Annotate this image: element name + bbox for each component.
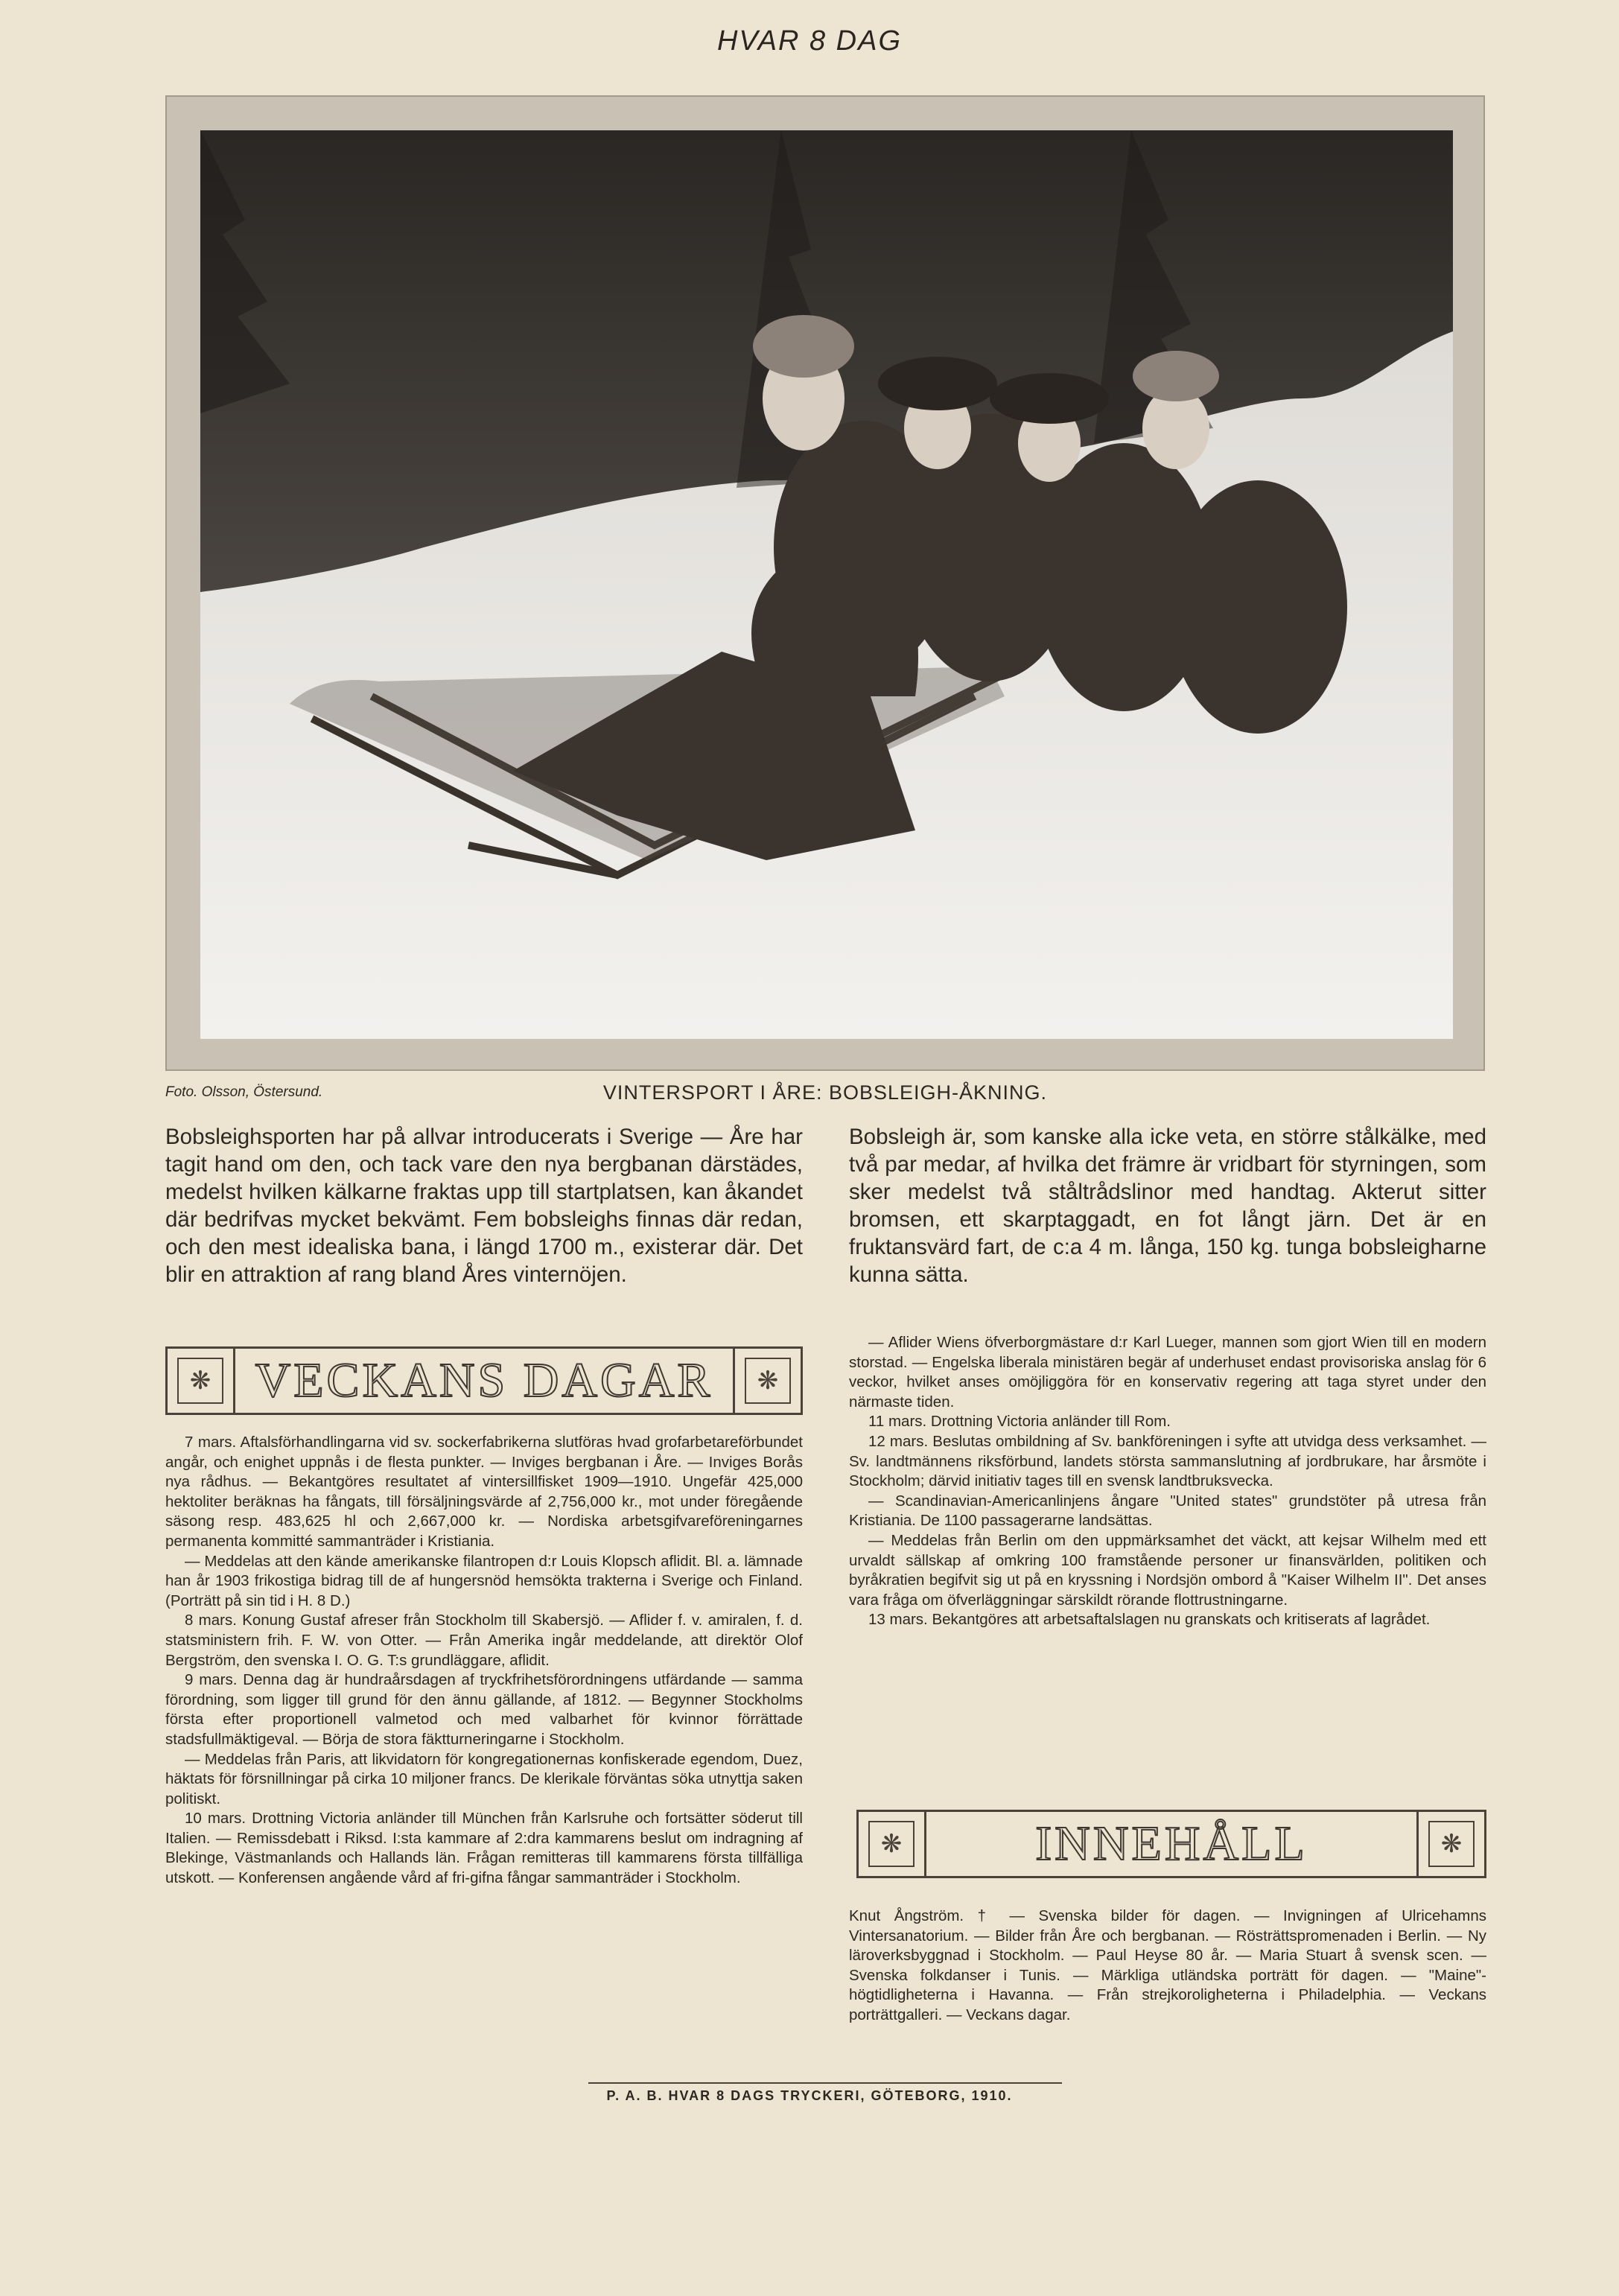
innehall-heading: INNEHÅLL <box>1035 1816 1308 1871</box>
photo-caption-row <box>165 1081 1485 1107</box>
photo-caption: VINTERSPORT I ÅRE: BOBSLEIGH-ÅKNING. <box>602 1081 1048 1104</box>
innehall-heading-box <box>856 1810 1486 1878</box>
news-paragraph: — Meddelas att den kände amerikanske filantropen d:r Louis Klopsch aflidit. Bl. a. lämnade han år 1903 frikostiga bidrag till de af hungersnöd hemsökta trakterna i Sverige och Finland. (Porträtt på sin tid i H. 8 D.) <box>165 1552 803 1609</box>
footer-rule <box>588 2082 1062 2084</box>
ornament-right <box>1416 1812 1484 1876</box>
veckans-dagar-right-column <box>849 1333 1486 1630</box>
ornament-left <box>859 1812 926 1876</box>
veckans-dagar-heading-box <box>165 1346 803 1415</box>
news-paragraph: 10 mars. Drottning Victoria anländer till München från Karlsruhe och fortsätter söderut till Italien. — Remissdebatt i Riksd. I:sta kammare af 2:dra kammarens beslut om indragning af Blekinge, Västmanlands och Hallands län. Frågan remitteras till kammarens första tillfälliga utskott. — Konferensen angående vård af fri-gifna fångar sammanträder i Stockholm. <box>165 1810 803 1887</box>
news-paragraph: — Aflider Wiens öfverborgmästare d:r Karl Lueger, mannen som gjort Wien till en modern storstad. — Engelska liberala ministären begär af underhuset endast provisoriska anslag för 6 veckor, hvilket anses omöjliggöra för en konservativ regering att taga styret under den närmaste tiden. <box>849 1334 1486 1411</box>
innehall-text: Knut Ångström. † — Svenska bilder för dagen. — Invigningen af Ulricehamns Vintersanatorium. — Bilder från Åre och bergbanan. — Rösträttspromenaden i Berlin. — Ny läroverksbyggnad i Stockholm. — Paul Heyse 80 år. — Maria Stuart å svensk scen. — Svenska folkdanser i Tunis. — Märkliga utländska porträtt för dagen. — "Maine"-högtidligheterna i Havanna. — Från strejkoroligheterna i Philadelphia. — Veckans porträttgalleri. — Veckans dagar. <box>849 1907 1486 2023</box>
news-paragraph: 8 mars. Konung Gustaf afreser från Stockholm till Skabersjö. — Aflider f. v. amiralen, f. d. statsministern frih. F. W. von Otter. — Från Amerika ingår meddelande, att direktör Olof Bergström, den svenska I. O. G. T:s grundläggare, aflidit. <box>165 1612 803 1669</box>
news-paragraph: — Scandinavian-Americanlinjens ångare "United states" grundstöter på utresa från Kristiania. De 1100 passagerarne landsättas. <box>849 1492 1486 1530</box>
news-paragraph: 9 mars. Denna dag är hundraårsdagen af tryckfrihetsförordningens utfärdande — samma förordning, som ligger till grund för den ännu gällande, af 1812. — Begynner Stockholms första efter proportionell valmetod och med valbarhet för kvinnor förrättade stadsfullmäktigeval. — Börja de stora fäktturneringarne i Stockholm. <box>165 1671 803 1748</box>
innehall-column <box>849 1907 1486 2026</box>
flower-ornament-icon: ❋ <box>177 1358 223 1404</box>
page-header: HVAR 8 DAG <box>716 25 903 57</box>
intro-left-text: Bobsleighsporten har på allvar introducerats i Sverige — Åre har tagit hand om den, och tack vare den nya bergbanan därstädes, medelst hvilken kälkarne fraktas upp till startplatsen, kan åkandet där bedrifvas mycket bekvämt. Fem bobsleighs finnas där redan, och den mest idealiska bana, i längd 1700 m., existerar där. Det blir en attraktion af rang bland Åres vinternöjen. <box>165 1125 803 1287</box>
photo-credit: Foto. Olsson, Östersund. <box>165 1084 323 1100</box>
ornament-left <box>168 1349 235 1413</box>
intro-left-column <box>165 1123 803 1288</box>
veckans-dagar-left-column <box>165 1433 803 1889</box>
intro-right-column <box>849 1123 1486 1288</box>
intro-right-text: Bobsleigh är, som kanske alla icke veta, en större stålkälke, med två par medar, af hvilka det främre är vridbart för styrningen, som sker medelst två ståltrådslinor med handtag. Akterut sitter bromsen, ett skarptaggadt, en fot långt järn. Det är en fruktansvärd fart, de c:a 4 m. långa, 150 kg. tunga bobsleigharne kunna sätta. <box>849 1125 1486 1287</box>
printer-footer: P. A. B. HVAR 8 DAGS TRYCKERI, GÖTEBORG, 1910. <box>606 2088 1013 2103</box>
news-paragraph: 13 mars. Bekantgöres att arbetsaftalslagen nu granskats och kritiserats af lagrådet. <box>868 1611 1431 1629</box>
bobsleigh-photo <box>200 130 1453 1039</box>
photo-frame <box>165 95 1485 1071</box>
news-paragraph: — Meddelas från Paris, att likvidatorn för kongregationernas konfiskerade egendom, Duez, häktats för försnillningar på cirka 10 miljoner francs. De klerikale förväntas söka utnyttja saken politiskt. <box>165 1750 803 1807</box>
flower-ornament-icon: ❋ <box>868 1821 915 1867</box>
news-paragraph: — Meddelas från Berlin om den uppmärksamhet det väckt, att kejsar Wilhelm med ett urvaldt sällskap af omkring 100 framstående personer ur finansvärlden, politiken och byråkratien begifvit sig ut på en kryssning i Nordsjön ombord å "Kaiser Wilhelm II". Det anses vara fråga om öfverläggningar särskildt rörande flottrustningarne. <box>849 1531 1486 1609</box>
flower-ornament-icon: ❋ <box>745 1358 791 1404</box>
flower-ornament-icon: ❋ <box>1428 1821 1475 1867</box>
news-paragraph: 7 mars. Aftalsförhandlingarna vid sv. sockerfabrikerna slutföras hvad grofarbetareförbundet angår, och enighet uppnås i de flesta punkter. — Inviges bergbanan i Åre. — Inviges Borås nya rådhus. — Bekantgöres resultatet af vintersillfisket 1909—1910. Ungefär 425,000 hektoliter beräknas ha fångats, till försäljningsvärde af 2,756,000 kr., mot under föregående säsong resp. 483,625 hl och 2,667,000 kr. — Nordiska arbetsgifvareföreningarnes permanenta kommitté sammanträder i Kristiania. <box>165 1434 803 1550</box>
news-paragraph: 12 mars. Beslutas ombildning af Sv. bankföreningen i syfte att utvidga dess verksamhet. — Sv. landtmännens riksförbund, landets största sammanslutning af jordbrukare, har årsmöte i Stockholm; därvid initiativ tages till en svensk landtbruksvecka. <box>849 1432 1486 1490</box>
news-paragraph: 11 mars. Drottning Victoria anländer till Rom. <box>868 1413 1171 1431</box>
veckans-dagar-heading: VECKANS DAGAR <box>255 1353 713 1408</box>
ornament-right <box>733 1349 801 1413</box>
